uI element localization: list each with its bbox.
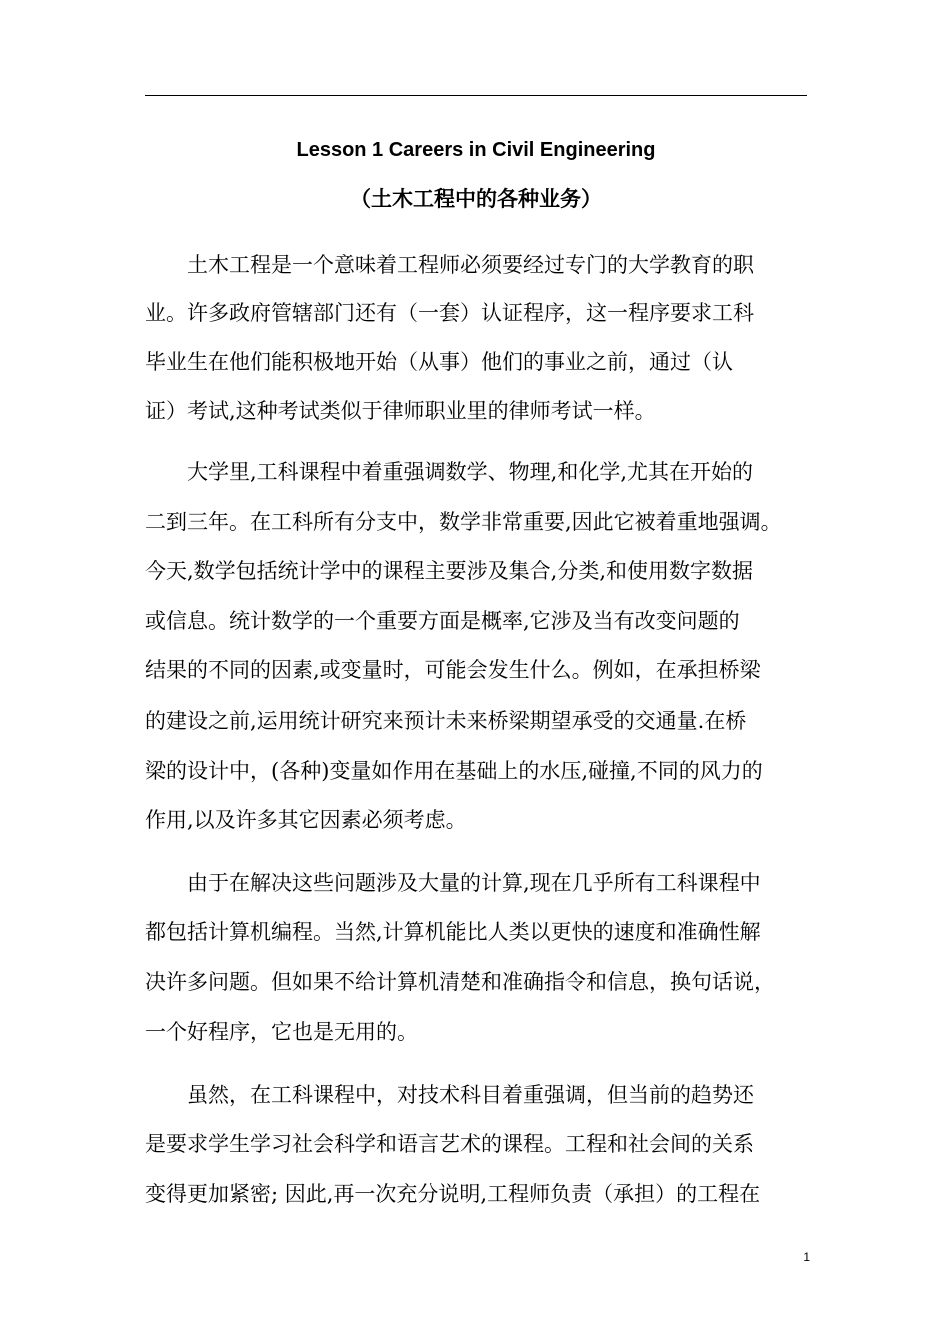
paragraph-3-line-2: 都包括计算机编程。当然,计算机能比人类以更快的速度和准确性解	[145, 920, 761, 944]
paragraph-3-line-4: 一个好程序，它也是无用的。	[145, 1020, 418, 1044]
paragraph-2-line-7: 梁的设计中，(各种)变量如作用在基础上的水压,碰撞,不同的风力的	[145, 759, 763, 783]
paragraph-4-line-2: 是要求学生学习社会科学和语言艺术的课程。工程和社会间的关系	[145, 1132, 754, 1156]
paragraph-4-line-1: 虽然，在工科课程中，对技术科目着重强调，但当前的趋势还	[145, 1083, 754, 1107]
paragraph-2-line-8: 作用,以及许多其它因素必须考虑。	[145, 808, 467, 832]
paragraph-2-line-3: 今天,数学包括统计学中的课程主要涉及集合,分类,和使用数字数据	[145, 559, 754, 583]
paragraph-2-line-6: 的建设之前,运用统计研究来预计未来桥梁期望承受的交通量.在桥	[145, 709, 747, 733]
paragraph-2-line-4: 或信息。统计数学的一个重要方面是概率,它涉及当有改变问题的	[145, 609, 740, 633]
lesson-subtitle: （土木工程中的各种业务）	[350, 188, 602, 211]
header-rule	[145, 95, 807, 96]
paragraph-3-line-1: 由于在解决这些问题涉及大量的计算,现在几乎所有工科课程中	[145, 871, 761, 895]
paragraph-1-line-4: 证）考试,这种考试类似于律师职业里的律师考试一样。	[145, 399, 656, 423]
paragraph-3-line-3: 决许多问题。但如果不给计算机清楚和准确指令和信息，换句话说，	[145, 970, 775, 994]
paragraph-1-line-3: 毕业生在他们能积极地开始（从事）他们的事业之前，通过（认	[145, 350, 733, 374]
paragraph-2-line-1: 大学里,工科课程中着重强调数学、物理,和化学,尤其在开始的	[145, 460, 754, 484]
paragraph-1-line-2: 业。许多政府管辖部门还有（一套）认证程序，这一程序要求工科	[145, 301, 754, 325]
lesson-title: Lesson 1 Careers in Civil Engineering	[296, 139, 656, 161]
paragraph-4-line-3: 变得更加紧密; 因此,再一次充分说明,工程师负责（承担）的工程在	[145, 1182, 761, 1206]
paragraph-1-line-1: 土木工程是一个意味着工程师必须要经过专门的大学教育的职	[145, 253, 754, 277]
paragraph-2-line-2: 二到三年。在工科所有分支中，数学非常重要,因此它被着重地强调。	[145, 510, 782, 534]
paragraph-2-line-5: 结果的不同的因素,或变量时，可能会发生什么。例如，在承担桥梁	[145, 658, 761, 682]
page-number: 1	[803, 1250, 810, 1264]
